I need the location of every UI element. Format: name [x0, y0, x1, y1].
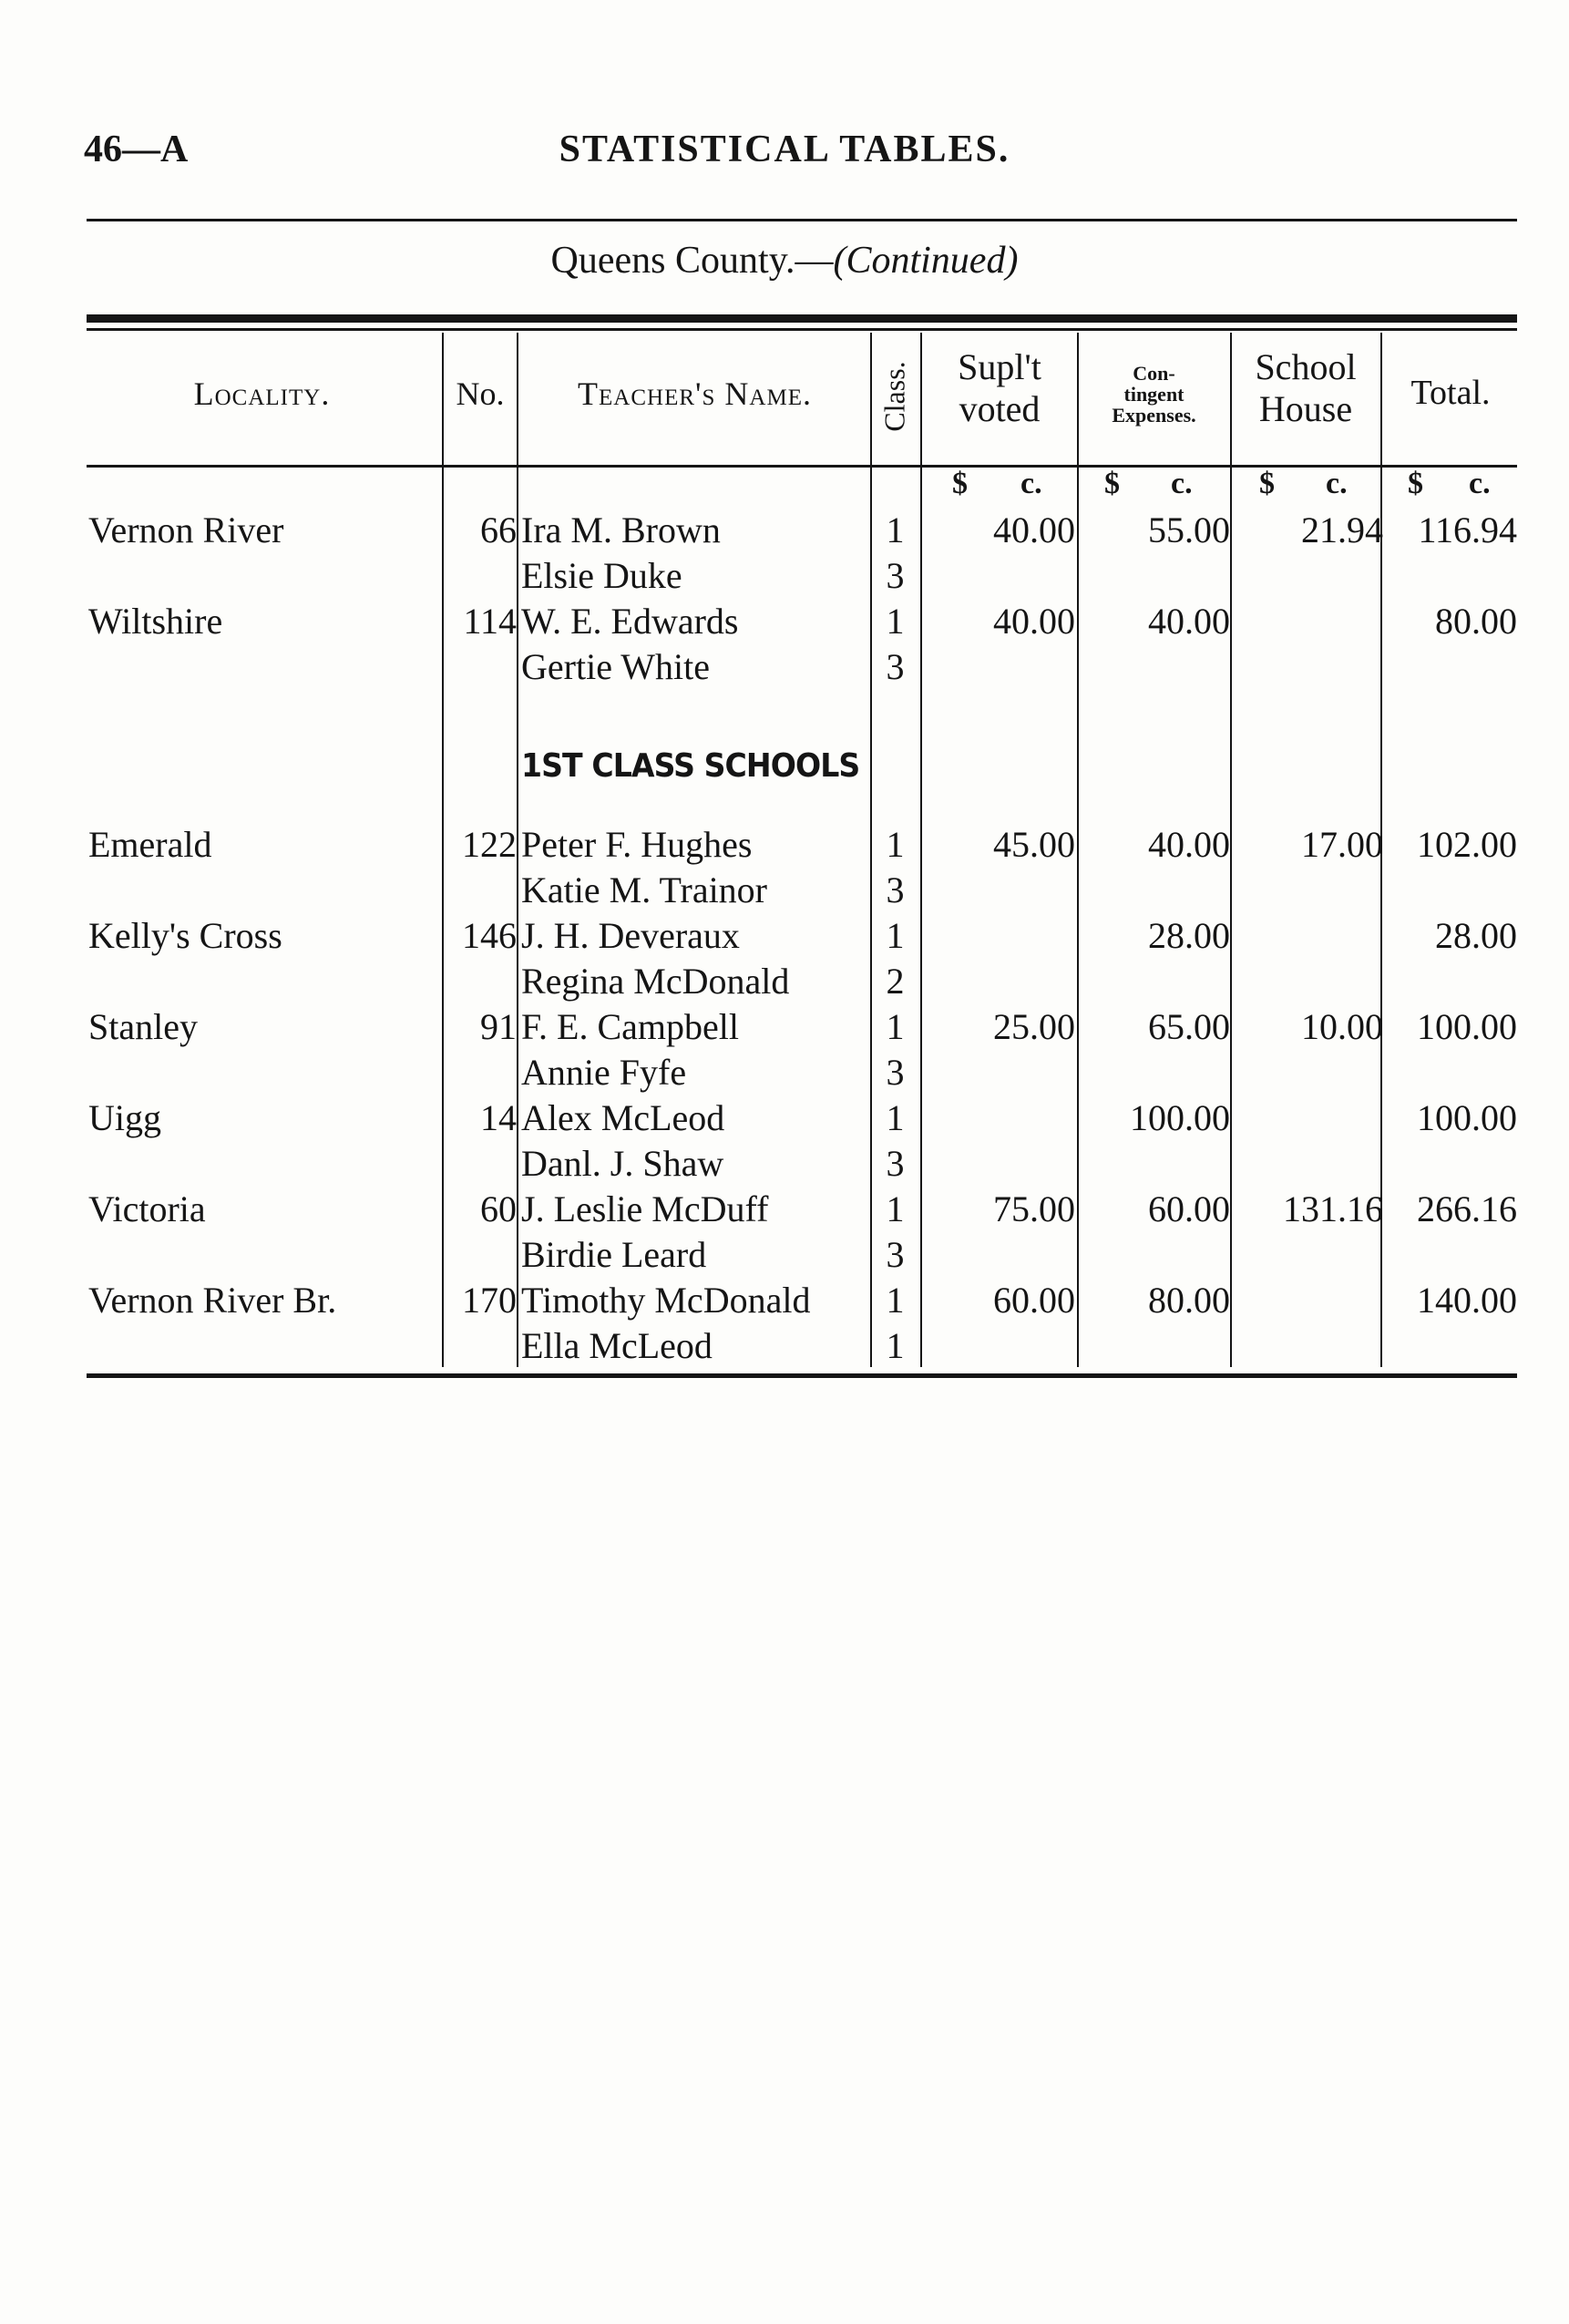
class-cell: 3: [886, 555, 905, 596]
table-row: [0, 1232, 1569, 1278]
header-teacher-name: Teacher's Name.: [578, 375, 812, 412]
total-cell: 116.94: [1418, 509, 1517, 550]
class-cell: 1: [886, 1006, 905, 1047]
class-cell: 1: [886, 1188, 905, 1229]
table-row: [0, 868, 1569, 913]
contingent-expenses-cell: 40.00: [1148, 824, 1230, 865]
class-cell: 3: [886, 1143, 905, 1184]
total-cell: 140.00: [1417, 1280, 1517, 1321]
locality-cell: Wiltshire: [88, 601, 223, 642]
table-row: [0, 644, 1569, 690]
table-bottom-rule: [87, 1373, 1517, 1378]
unit-cents: c.: [1171, 467, 1193, 500]
table-row: [0, 1050, 1569, 1095]
teacher-name-cell: Regina McDonald: [521, 961, 790, 1002]
teacher-name-cell: Ella McLeod: [521, 1325, 713, 1366]
teacher-name-cell: Gertie White: [521, 646, 710, 687]
total-cell: 28.00: [1435, 915, 1517, 956]
top-rule: [87, 219, 1517, 221]
class-cell: 1: [886, 509, 905, 550]
table-row: [0, 1323, 1569, 1369]
locality-cell: Vernon River Br.: [88, 1280, 337, 1321]
teacher-name-cell: Ira M. Brown: [521, 509, 721, 550]
teacher-name-cell: Danl. J. Shaw: [521, 1143, 724, 1184]
teacher-name-cell: F. E. Campbell: [521, 1006, 740, 1047]
teacher-name-cell: Peter F. Hughes: [521, 824, 753, 865]
table-top-rule-thin: [87, 328, 1517, 331]
class-cell: 1: [886, 915, 905, 956]
page-number: 46—A: [84, 129, 189, 170]
table-top-rule: [87, 314, 1517, 323]
total-cell: 100.00: [1417, 1006, 1517, 1047]
county-note: (Continued): [833, 240, 1019, 282]
county-name: Queens County.—: [550, 240, 834, 282]
teacher-name-cell: Timothy McDonald: [521, 1280, 811, 1321]
suplt-voted-cell: 25.00: [993, 1006, 1075, 1047]
contingent-expenses-cell: 28.00: [1148, 915, 1230, 956]
number-cell: 122: [462, 824, 517, 865]
table-row: [0, 822, 1569, 868]
table-row: [0, 1004, 1569, 1050]
locality-cell: Kelly's Cross: [88, 915, 282, 956]
number-cell: 114: [463, 601, 517, 642]
total-cell: 80.00: [1435, 601, 1517, 642]
number-cell: 14: [480, 1097, 517, 1138]
header-school-house: School House: [1255, 346, 1357, 429]
header-suplt-voted: Supl't voted: [958, 346, 1041, 429]
teacher-name-cell: Elsie Duke: [521, 555, 682, 596]
contingent-expenses-cell: 55.00: [1148, 509, 1230, 550]
suplt-voted-cell: 45.00: [993, 824, 1075, 865]
contingent-expenses-cell: 80.00: [1148, 1280, 1230, 1321]
school-house-cell: 10.00: [1301, 1006, 1383, 1047]
class-cell: 3: [886, 1234, 905, 1275]
header-class: Class.: [877, 361, 911, 432]
header-contingent-expenses: Con- tingent Expenses.: [1112, 362, 1196, 427]
number-cell: 60: [480, 1188, 517, 1229]
unit-dollar: $: [1104, 467, 1120, 500]
class-cell: 2: [886, 961, 905, 1002]
page-title: STATISTICAL TABLES.: [559, 129, 1010, 170]
contingent-expenses-cell: 40.00: [1148, 601, 1230, 642]
contingent-expenses-cell: 100.00: [1130, 1097, 1230, 1138]
contingent-expenses-cell: 60.00: [1148, 1188, 1230, 1229]
suplt-voted-cell: 40.00: [993, 601, 1075, 642]
unit-cents: c.: [1326, 467, 1348, 500]
teacher-name-cell: J. H. Deveraux: [521, 915, 740, 956]
locality-cell: Emerald: [88, 824, 212, 865]
teacher-name-cell: J. Leslie McDuff: [521, 1188, 769, 1229]
teacher-name-cell: Alex McLeod: [521, 1097, 725, 1138]
header-locality: Locality.: [193, 375, 331, 412]
table-row: [0, 599, 1569, 644]
table-row: [0, 1278, 1569, 1323]
class-cell: 3: [886, 1052, 905, 1093]
school-house-cell: 17.00: [1301, 824, 1383, 865]
header-no: No.: [456, 375, 505, 412]
section-heading: 1ST CLASS SCHOOLS: [521, 747, 860, 785]
locality-cell: Uigg: [88, 1097, 161, 1138]
number-cell: 170: [462, 1280, 517, 1321]
number-cell: 146: [462, 915, 517, 956]
school-house-cell: 131.16: [1283, 1188, 1383, 1229]
unit-dollar: $: [1259, 467, 1275, 500]
table-row: [0, 1141, 1569, 1187]
table-row: [0, 1095, 1569, 1141]
county-heading: [0, 239, 1569, 283]
suplt-voted-cell: 60.00: [993, 1280, 1075, 1321]
locality-cell: Vernon River: [88, 509, 284, 550]
total-cell: 102.00: [1417, 824, 1517, 865]
unit-cents: c.: [1020, 467, 1042, 500]
teacher-name-cell: Birdie Leard: [521, 1234, 707, 1275]
table-row: [0, 508, 1569, 553]
locality-cell: Victoria: [88, 1188, 206, 1229]
class-cell: 1: [886, 824, 905, 865]
teacher-name-cell: Katie M. Trainor: [521, 869, 767, 910]
school-house-cell: 21.94: [1301, 509, 1383, 550]
class-cell: 3: [886, 646, 905, 687]
locality-cell: Stanley: [88, 1006, 198, 1047]
class-cell: 3: [886, 869, 905, 910]
table-row: [0, 1187, 1569, 1232]
number-cell: 91: [480, 1006, 517, 1047]
class-cell: 1: [886, 1325, 905, 1366]
teacher-name-cell: Annie Fyfe: [521, 1052, 687, 1093]
class-cell: 1: [886, 1097, 905, 1138]
total-cell: 100.00: [1417, 1097, 1517, 1138]
unit-dollar: $: [1408, 467, 1423, 500]
number-cell: 66: [480, 509, 517, 550]
class-cell: 1: [886, 1280, 905, 1321]
unit-dollar: $: [952, 467, 968, 500]
suplt-voted-cell: 75.00: [993, 1188, 1075, 1229]
contingent-expenses-cell: 65.00: [1148, 1006, 1230, 1047]
header-total: Total.: [1410, 374, 1491, 412]
teacher-name-cell: W. E. Edwards: [521, 601, 739, 642]
table-row: [0, 913, 1569, 959]
table-row: [0, 553, 1569, 599]
class-cell: 1: [886, 601, 905, 642]
header-bottom-rule: [87, 465, 1517, 468]
suplt-voted-cell: 40.00: [993, 509, 1075, 550]
unit-cents: c.: [1469, 467, 1491, 500]
total-cell: 266.16: [1417, 1188, 1517, 1229]
table-row: [0, 959, 1569, 1004]
